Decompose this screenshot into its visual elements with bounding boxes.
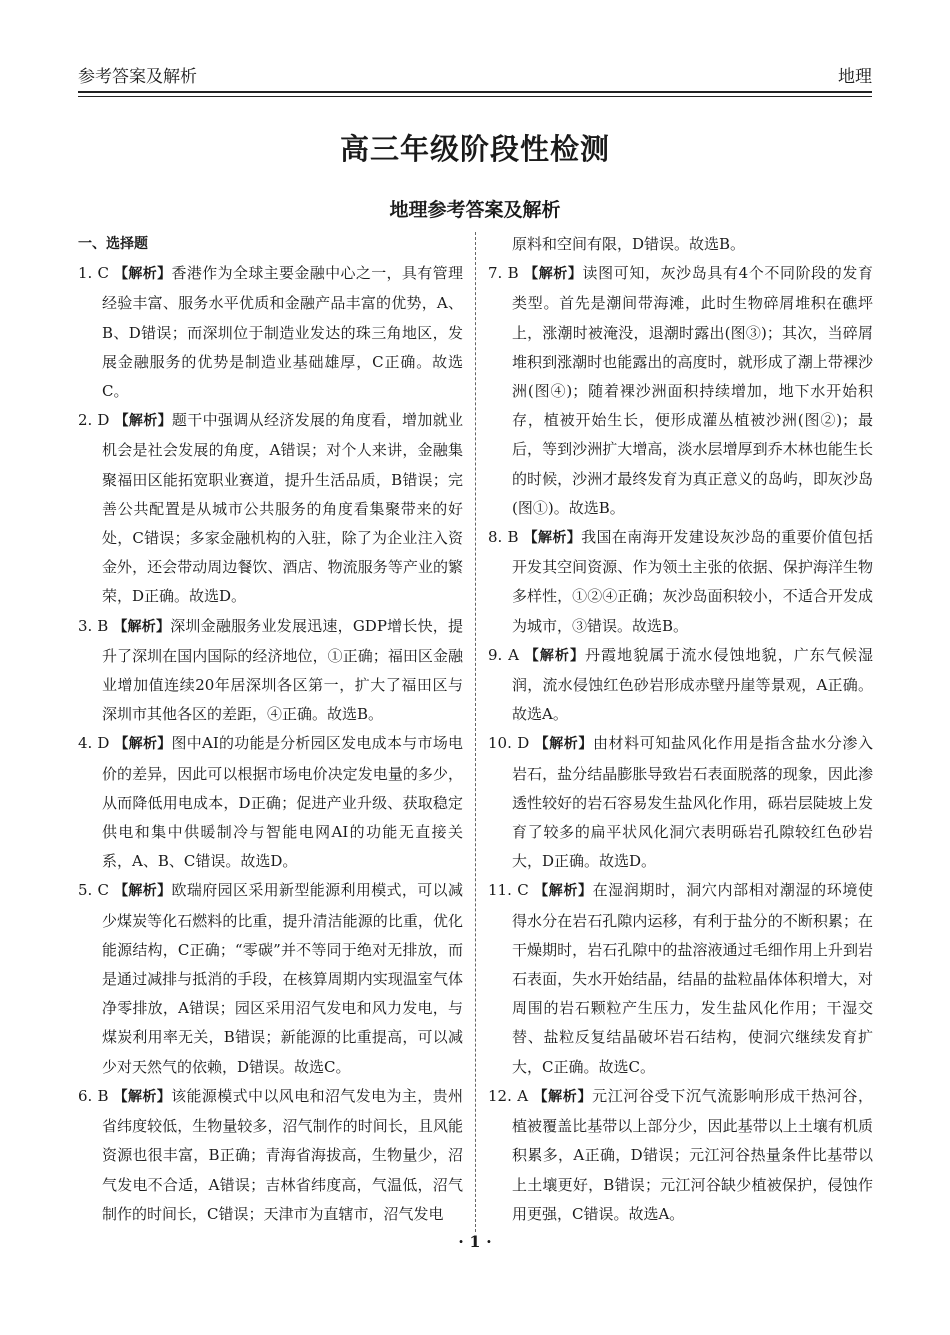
analysis-tag: 【解析】: [114, 266, 172, 283]
answer-item: [78, 729, 463, 876]
column-divider: [475, 232, 476, 1232]
answer-text: 深圳金融服务业发展迅速，GDP增长快，提升了深圳在国内国际的经济地位，①正确；福田区金融业增加值连续20年居深圳各区第一，扩大了福田区与深圳市其他各区的差距，④正确。故选B。: [102, 616, 464, 724]
answer-item: [78, 612, 463, 730]
answer-number: 3. B: [78, 616, 109, 635]
answer-number: 4. D: [78, 734, 110, 753]
answer-item: [488, 641, 873, 730]
answer-number: 7. B: [488, 264, 519, 283]
header-left: 参考答案及解析: [78, 67, 197, 87]
answer-text: 由材料可知盐风化作用是指含盐水分渗入岩石，盐分结晶膨胀导致岩石表面脱落的现象，因此渗透性较好的岩石容易发生盐风化作用，砾岩层陡坡上发育了较多的扁平状风化洞穴表明砾岩孔隙较红色砂岩大，D正确。故选D。: [512, 734, 873, 871]
answer-number: 6. B: [78, 1086, 109, 1105]
answer-text: 丹霞地貌属于流水侵蚀地貌，广东气候湿润，流水侵蚀红色砂岩形成赤壁丹崖等景观，A正确。故选A。: [512, 645, 873, 724]
header-rule-thick: [78, 91, 872, 93]
analysis-tag: 【解析】: [524, 266, 583, 283]
page-subtitle: 地理参考答案及解析: [389, 199, 561, 221]
analysis-tag: 【解析】: [524, 647, 586, 664]
analysis-tag: 【解析】: [113, 618, 171, 635]
analysis-tag: 【解析】: [114, 883, 172, 900]
answer-text: 我国在南海开发建设灰沙岛的重要价值包括开发其空间资源、作为领土主张的依据、保护海洋生物多样性，①②④正确；灰沙岛面积较小，不适合开发成为城市，③错误。故选B。: [512, 528, 873, 635]
answer-item: [78, 876, 463, 1081]
answer-item: [78, 259, 463, 406]
answer-text: 欧瑞府园区采用新型能源利用模式，可以减少煤炭等化石燃料的比重，提升清洁能源的比重，优化能源结构，C正确；“零碳”并不等同于绝对无排放，而是通过减排与抵消的手段，在核算周期内实现温室气体净零排放，A错误；园区采用沼气发电和风力发电，与煤炭利用率无关，B错误；新能源的比重提高，可以减少对天然气的依赖，D错误。故选C。: [102, 881, 463, 1076]
header-subject: 地理: [838, 67, 872, 87]
answer-number: 12. A: [488, 1086, 529, 1105]
analysis-tag: 【解析】: [533, 1088, 593, 1105]
page-title: 高三年级阶段性检测: [339, 132, 610, 166]
answer-item: [488, 523, 873, 641]
right-column: [488, 230, 873, 1229]
answer-item: [488, 259, 873, 523]
answer-number: 10. D: [488, 734, 530, 753]
answer-item: [78, 406, 463, 611]
answer-item: [488, 729, 873, 876]
analysis-tag: 【解析】: [114, 413, 172, 430]
analysis-tag: 【解析】: [114, 736, 172, 753]
answer-text: 元江河谷受下沉气流影响形成干热河谷，植被覆盖比基带以上部分少，因此基带以上土壤有机质积累多，A正确，D错误；元江河谷热量条件比基带以上土壤更好，B错误；元江河谷缺少植被保护，侵蚀作用更强，C错误。故选A。: [512, 1086, 873, 1223]
answer-item: [488, 876, 873, 1081]
answer-number: 11. C: [488, 881, 529, 900]
answer-number: 5. C: [78, 881, 109, 900]
section-heading: 一、选择题: [78, 236, 148, 252]
page-number: · 1 ·: [458, 1232, 492, 1251]
answer-item: [78, 1082, 463, 1229]
continued-text: 原料和空间有限，D错误。故选B。: [512, 235, 746, 253]
answer-number: 8. B: [488, 528, 519, 547]
analysis-tag: 【解析】: [523, 530, 582, 547]
answer-item: [488, 1082, 873, 1229]
answer-text: 图中AI的功能是分析园区发电成本与市场电价的差异，因此可以根据市场电价决定发电量的多少，从而降低用电成本，D正确；促进产业升级、获取稳定供电和集中供暖制冷与智能电网AI的功能无直接关系，A、B、C错误。故选D。: [102, 734, 464, 871]
analysis-tag: 【解析】: [534, 736, 593, 753]
left-column: [78, 230, 463, 1229]
analysis-tag: 【解析】: [534, 883, 593, 900]
answer-number: 9. A: [488, 645, 519, 664]
page-header: [78, 58, 872, 88]
answer-number: 1. C: [78, 264, 109, 283]
answer-text: 该能源模式中以风电和沼气发电为主，贵州省纬度较低，生物量较多，沼气制作的时间长，且风能资源也很丰富，B正确；青海省海拔高，生物量少，沼气发电不合适，A错误；吉林省纬度高，气温低，沼气制作的时间长，C错误；天津市为直辖市，沼气发电: [102, 1086, 463, 1223]
answer-number: 2. D: [78, 411, 110, 430]
answer-text: 香港作为全球主要金融中心之一，具有管理经验丰富、服务水平优质和金融产品丰富的优势，A、B、D错误；而深圳位于制造业发达的珠三角地区，发展金融服务的优势是制造业基础雄厚，C正确。故选C。: [102, 264, 463, 401]
header-rule-thin: [78, 96, 872, 97]
analysis-tag: 【解析】: [113, 1088, 172, 1105]
answer-text: 在湿润期时，洞穴内部相对潮湿的环境使得水分在岩石孔隙内运移，有利于盐分的不断积累；在干燥期时，岩石孔隙中的盐溶液通过毛细作用上升到岩石表面，失水开始结晶，结晶的盐粒晶体体积增大，对周围的岩石颗粒产生压力，发生盐风化作用；干湿交替、盐粒反复结晶破坏岩石结构，使洞穴继续发育扩大，C正确。故选C。: [512, 881, 873, 1076]
answer-text: 题干中强调从经济发展的角度看，增加就业机会是社会发展的角度，A错误；对个人来讲，金融集聚福田区能拓宽职业赛道，提升生活品质，B错误；完善公共配置是从城市公共服务的角度看集聚带来的好处，C错误；多家金融机构的入驻，除了为企业注入资金外，还会带动周边餐饮、酒店、物流服务等产业的繁荣，D正确。故选D。: [102, 411, 463, 606]
answer-text: 读图可知，灰沙岛具有4个不同阶段的发育类型。首先是潮间带海滩，此时生物碎屑堆积在礁坪上，涨潮时被淹没，退潮时露出(图③)；其次，当碎屑堆积到涨潮时也能露出的高度时，就形成了潮上带裸沙洲(图④)；随着裸沙洲面积持续增加，地下水开始积存，植被开始生长，便形成灌丛植被沙洲(图②)；最后，等到沙洲扩大增高，淡水层增厚到乔木林也能生长的时候，沙洲才最终发育为真正意义的岛屿，即灰沙岛(图①)。故选B。: [512, 264, 873, 517]
